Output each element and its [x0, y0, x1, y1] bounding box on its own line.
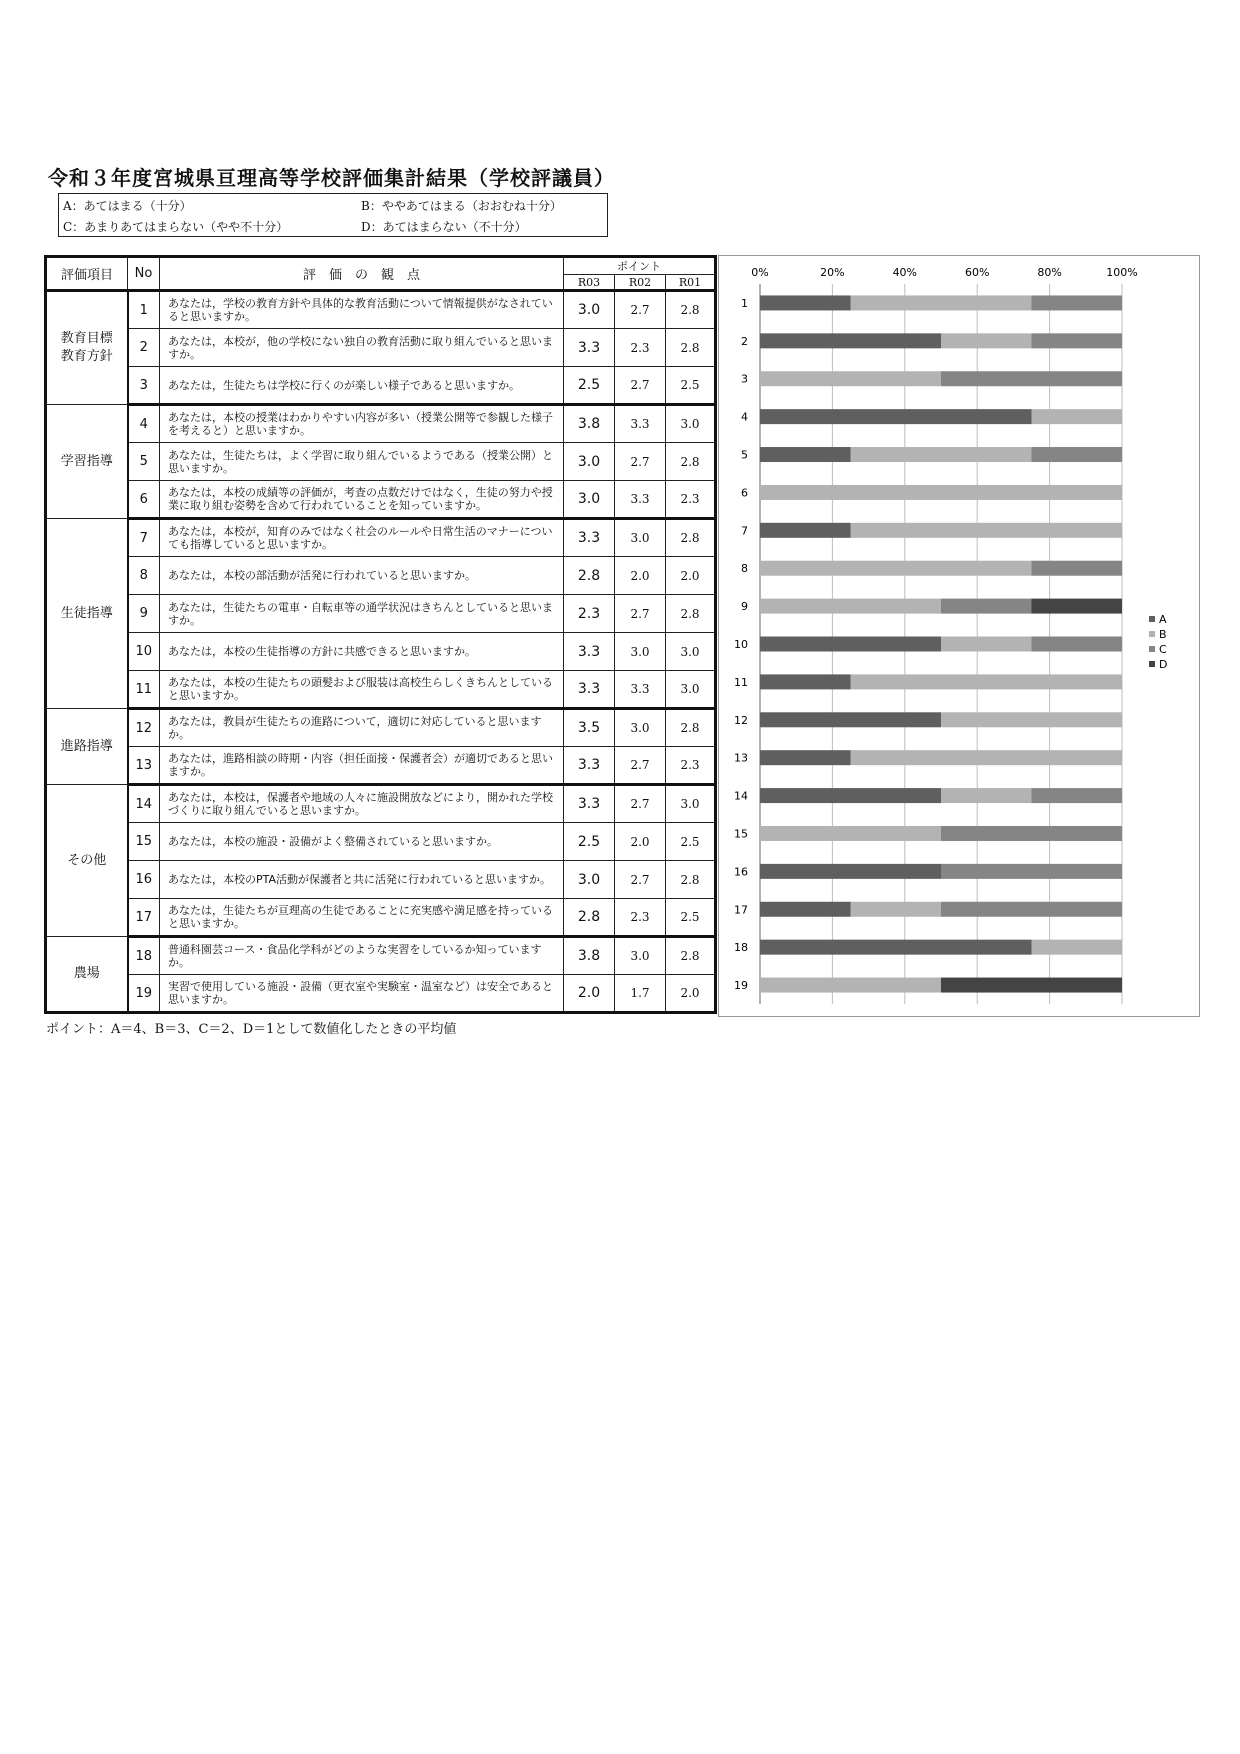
category-label: 4: [741, 410, 748, 424]
bar-segment-b: [851, 295, 1032, 310]
score-r01: 2.8: [666, 709, 716, 747]
header-points: ポイント: [564, 257, 716, 275]
score-r01: 2.3: [666, 481, 716, 519]
category-label: 11: [734, 675, 748, 689]
item-question: あなたは，本校の生徒たちの頭髪および服装は高校生らしくきちんとしていると思いますか。: [160, 671, 564, 709]
table-row: [46, 443, 716, 481]
score-r02: 3.0: [615, 633, 666, 671]
score-r02: 3.0: [615, 709, 666, 747]
item-question: 実習で使用している施設・設備（更衣室や実験室・温室など）は安全であると思いますか。: [160, 975, 564, 1013]
legend-swatch: [1149, 646, 1155, 652]
bar-segment-b: [760, 371, 941, 386]
category-label: 6: [741, 486, 748, 500]
item-question: 普通科園芸コース・食品化学科がどのような実習をしているか知っていますか。: [160, 937, 564, 975]
score-r03: 3.8: [564, 937, 615, 975]
score-r01: 2.3: [666, 747, 716, 785]
item-question: あなたは，本校のPTA活動が保護者と共に活発に行われていると思いますか。: [160, 861, 564, 899]
score-r03: 3.8: [564, 405, 615, 443]
item-question: あなたは，生徒たちが亘理高の生徒であることに充実感や満足感を持っていると思いますか。: [160, 899, 564, 937]
bar-segment-c: [1032, 333, 1123, 348]
legend-swatch: [1149, 616, 1155, 622]
score-r02: 2.7: [615, 747, 666, 785]
item-number: 7: [128, 519, 160, 557]
legend-d: D：あてはまらない（不十分）: [361, 220, 527, 234]
score-r01: 2.5: [666, 823, 716, 861]
table-body: [46, 291, 716, 1013]
score-r02: 2.7: [615, 291, 666, 329]
score-r02: 2.0: [615, 823, 666, 861]
item-number: 14: [128, 785, 160, 823]
header-viewpoint: 評 価 の 観 点: [160, 257, 564, 291]
score-r03: 3.0: [564, 481, 615, 519]
score-r02: 3.0: [615, 937, 666, 975]
item-number: 16: [128, 861, 160, 899]
bar-segment-c: [941, 902, 1122, 917]
bar-segment-a: [760, 447, 851, 462]
score-r01: 2.8: [666, 443, 716, 481]
category-cell: その他: [46, 785, 128, 937]
bar-segment-a: [760, 750, 851, 765]
bar-segment-b: [941, 333, 1032, 348]
category-label: 13: [734, 751, 748, 765]
bar-segment-b: [851, 523, 1123, 538]
score-r02: 1.7: [615, 975, 666, 1013]
bar-segment-b: [851, 750, 1123, 765]
item-number: 9: [128, 595, 160, 633]
table-row: [46, 747, 716, 785]
bar-segment-b: [760, 561, 1032, 576]
score-r03: 3.3: [564, 747, 615, 785]
item-question: あなたは，本校の部活動が活発に行われていると思いますか。: [160, 557, 564, 595]
category-label: 16: [734, 865, 748, 879]
bar-segment-b: [851, 447, 1032, 462]
table-row: [46, 291, 716, 329]
item-number: 11: [128, 671, 160, 709]
category-label: 7: [741, 524, 748, 538]
category-label: 2: [741, 334, 748, 348]
category-cell: 学習指導: [46, 405, 128, 519]
score-r01: 2.8: [666, 329, 716, 367]
bar-segment-a: [760, 788, 941, 803]
stacked-bar-chart: [718, 255, 1200, 1017]
bar-segment-c: [941, 599, 1032, 614]
header-r01: R01: [666, 275, 716, 291]
score-r01: 2.0: [666, 975, 716, 1013]
bar-segment-b: [1032, 940, 1123, 955]
item-number: 12: [128, 709, 160, 747]
bar-segment-c: [941, 826, 1122, 841]
item-number: 10: [128, 633, 160, 671]
score-r02: 2.7: [615, 861, 666, 899]
table-row: [46, 975, 716, 1013]
score-r02: 2.3: [615, 329, 666, 367]
score-r03: 3.3: [564, 329, 615, 367]
bar-segment-b: [760, 826, 941, 841]
item-number: 6: [128, 481, 160, 519]
item-number: 8: [128, 557, 160, 595]
category-cell: 進路指導: [46, 709, 128, 785]
x-tick-label: 20%: [820, 266, 845, 279]
item-number: 18: [128, 937, 160, 975]
bar-segment-c: [941, 864, 1122, 879]
item-number: 13: [128, 747, 160, 785]
table-row: [46, 785, 716, 823]
page-title: 令和３年度宮城県亘理高等学校評価集計結果（学校評議員）: [48, 166, 615, 190]
item-question: あなたは，教員が生徒たちの進路について，適切に対応していると思いますか。: [160, 709, 564, 747]
score-r02: 2.7: [615, 595, 666, 633]
item-question: あなたは，本校が，知育のみではなく社会のルールや日常生活のマナーについても指導していると思いますか。: [160, 519, 564, 557]
header-category: 評価項目: [46, 257, 128, 291]
score-r01: 2.5: [666, 367, 716, 405]
table-row: [46, 937, 716, 975]
score-r03: 3.3: [564, 785, 615, 823]
score-r03: 3.0: [564, 291, 615, 329]
item-number: 1: [128, 291, 160, 329]
score-r01: 3.0: [666, 405, 716, 443]
item-number: 17: [128, 899, 160, 937]
bar-segment-d: [941, 978, 1122, 993]
category-label: 15: [734, 827, 748, 841]
category-label: 1: [741, 296, 748, 310]
table-row: [46, 405, 716, 443]
score-r03: 3.0: [564, 443, 615, 481]
score-r01: 2.0: [666, 557, 716, 595]
legend-label: A: [1159, 613, 1167, 626]
bar-segment-a: [760, 712, 941, 727]
item-number: 5: [128, 443, 160, 481]
header-r02: R02: [615, 275, 666, 291]
item-number: 19: [128, 975, 160, 1013]
score-r01: 2.5: [666, 899, 716, 937]
answer-legend: [58, 193, 608, 237]
item-question: あなたは，本校は，保護者や地域の人々に施設開放などにより，開かれた学校づくりに取り組んでいると思いますか。: [160, 785, 564, 823]
score-r03: 2.3: [564, 595, 615, 633]
item-number: 15: [128, 823, 160, 861]
score-r03: 2.8: [564, 557, 615, 595]
category-label: 19: [734, 979, 748, 993]
item-number: 4: [128, 405, 160, 443]
item-question: あなたは，本校の成績等の評価が，考査の点数だけではなく，生徒の努力や授業に取り組む姿勢を含めて行われていることを知っていますか。: [160, 481, 564, 519]
category-label: 8: [741, 562, 748, 576]
table-row: [46, 329, 716, 367]
bar-segment-b: [941, 788, 1032, 803]
table-row: [46, 861, 716, 899]
item-question: あなたは，学校の教育方針や具体的な教育活動について情報提供がなされていると思いますか。: [160, 291, 564, 329]
chart-svg: [719, 256, 1199, 1016]
item-question: あなたは，生徒たちは，よく学習に取り組んでいるようである（授業公開）と思いますか。: [160, 443, 564, 481]
bar-segment-b: [941, 637, 1032, 652]
table-row: [46, 671, 716, 709]
item-number: 3: [128, 367, 160, 405]
header-r03: R03: [564, 275, 615, 291]
item-question: あなたは，生徒たちの電車・自転車等の通学状況はきちんとしていると思いますか。: [160, 595, 564, 633]
score-r02: 2.3: [615, 899, 666, 937]
bar-segment-c: [1032, 788, 1123, 803]
item-question: あなたは，生徒たちは学校に行くのが楽しい様子であると思いますか。: [160, 367, 564, 405]
legend-c: C：あまりあてはまらない（やや不十分）: [63, 220, 289, 234]
bar-segment-a: [760, 674, 851, 689]
category-cell: 生徒指導: [46, 519, 128, 709]
x-tick-label: 80%: [1037, 266, 1062, 279]
score-r02: 3.3: [615, 671, 666, 709]
score-r03: 3.3: [564, 633, 615, 671]
score-r01: 2.8: [666, 861, 716, 899]
legend-swatch: [1149, 631, 1155, 637]
item-question: あなたは，進路相談の時期・内容（担任面接・保護者会）が適切であると思いますか。: [160, 747, 564, 785]
bar-segment-a: [760, 864, 941, 879]
score-r03: 3.5: [564, 709, 615, 747]
score-r03: 3.0: [564, 861, 615, 899]
category-cell: 農場: [46, 937, 128, 1013]
category-cell: 教育目標 教育方針: [46, 291, 128, 405]
category-label: 12: [734, 713, 748, 727]
bar-segment-b: [760, 485, 1122, 500]
bar-segment-b: [760, 978, 941, 993]
score-r03: 2.0: [564, 975, 615, 1013]
score-r03: 3.3: [564, 519, 615, 557]
score-r01: 3.0: [666, 785, 716, 823]
legend-b: B：ややあてはまる（おおむね十分）: [361, 199, 562, 213]
item-question: あなたは，本校が，他の学校にない独自の教育活動に取り組んでいると思いますか。: [160, 329, 564, 367]
score-r01: 3.0: [666, 633, 716, 671]
item-question: あなたは，本校の授業はわかりやすい内容が多い（授業公開等で参観した様子を考えると）と思いますか。: [160, 405, 564, 443]
legend-label: C: [1159, 643, 1167, 656]
score-r03: 3.3: [564, 671, 615, 709]
score-r02: 2.7: [615, 785, 666, 823]
bar-segment-b: [941, 712, 1122, 727]
score-r02: 2.7: [615, 367, 666, 405]
score-r02: 3.0: [615, 519, 666, 557]
score-r01: 2.8: [666, 595, 716, 633]
score-r03: 2.8: [564, 899, 615, 937]
bar-segment-b: [1032, 409, 1123, 424]
x-tick-label: 40%: [892, 266, 918, 279]
x-tick-label: 60%: [964, 266, 990, 279]
category-label: 3: [741, 372, 748, 386]
header-no: No: [128, 257, 160, 291]
table-row: [46, 557, 716, 595]
score-r02: 3.3: [615, 481, 666, 519]
score-r01: 3.0: [666, 671, 716, 709]
bar-segment-a: [760, 333, 941, 348]
item-number: 2: [128, 329, 160, 367]
legend-label: B: [1159, 628, 1167, 641]
score-r01: 2.8: [666, 519, 716, 557]
score-r02: 3.3: [615, 405, 666, 443]
bar-segment-c: [1032, 637, 1123, 652]
footnote: ポイント：A＝4、B＝3、C＝2、D＝1として数値化したときの平均値: [46, 1022, 457, 1037]
table-row: [46, 899, 716, 937]
x-tick-label: 0%: [751, 266, 769, 279]
score-r02: 2.0: [615, 557, 666, 595]
bar-segment-b: [851, 674, 1123, 689]
bar-segment-b: [760, 599, 941, 614]
score-r01: 2.8: [666, 291, 716, 329]
bar-segment-c: [1032, 561, 1123, 576]
category-label: 18: [734, 941, 748, 955]
table-row: [46, 823, 716, 861]
legend-a: A：あてはまる（十分）: [63, 199, 192, 213]
table-row: [46, 519, 716, 557]
table-row: [46, 633, 716, 671]
score-r03: 2.5: [564, 823, 615, 861]
bar-segment-a: [760, 523, 851, 538]
category-label: 5: [741, 448, 748, 462]
bar-segment-a: [760, 902, 851, 917]
category-label: 14: [734, 789, 748, 803]
category-label: 9: [741, 600, 748, 614]
bar-segment-c: [1032, 447, 1123, 462]
legend-label: D: [1159, 658, 1168, 671]
score-r03: 2.5: [564, 367, 615, 405]
bar-segment-c: [941, 371, 1122, 386]
bar-segment-a: [760, 409, 1032, 424]
table-row: [46, 481, 716, 519]
bar-segment-a: [760, 295, 851, 310]
table-row: [46, 709, 716, 747]
bar-segment-b: [851, 902, 942, 917]
score-r01: 2.8: [666, 937, 716, 975]
evaluation-table: [44, 255, 717, 1014]
bar-segment-a: [760, 637, 941, 652]
table-row: [46, 367, 716, 405]
category-label: 17: [734, 903, 748, 917]
bar-segment-c: [1032, 295, 1123, 310]
score-r02: 2.7: [615, 443, 666, 481]
legend-swatch: [1149, 661, 1155, 667]
category-label: 10: [734, 638, 748, 651]
item-question: あなたは，本校の生徒指導の方針に共感できると思いますか。: [160, 633, 564, 671]
bar-segment-a: [760, 940, 1032, 955]
bar-segment-d: [1032, 599, 1123, 614]
x-tick-label: 100%: [1106, 266, 1138, 279]
table-row: [46, 595, 716, 633]
item-question: あなたは，本校の施設・設備がよく整備されていると思いますか。: [160, 823, 564, 861]
